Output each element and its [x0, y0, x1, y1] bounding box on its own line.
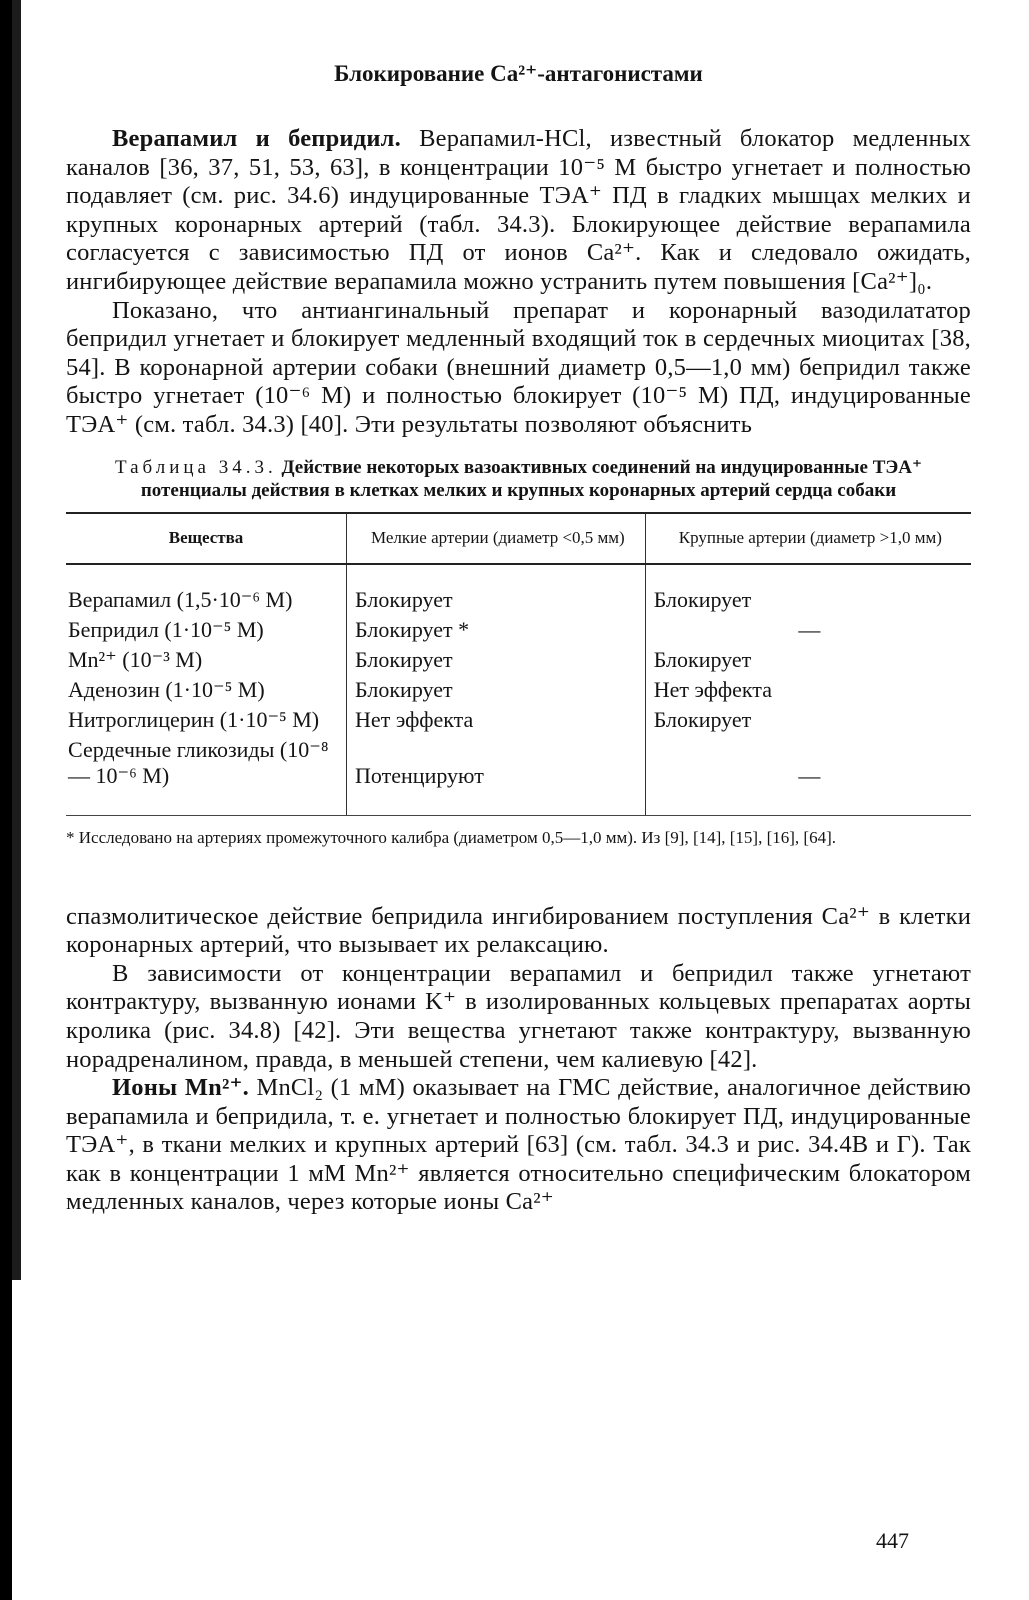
cell-substance: Аденозин (1·10⁻⁵ M)	[68, 676, 265, 702]
paragraph-continuation	[66, 903, 971, 960]
cell-small: Блокирует	[347, 645, 646, 675]
paragraph-verapamil	[66, 125, 971, 297]
cell-small: Блокирует *	[347, 615, 646, 645]
table-row	[66, 585, 971, 615]
table-row	[66, 675, 971, 705]
binding-edge-shadow	[0, 0, 12, 1600]
cell-large: Блокирует	[645, 705, 971, 735]
cell-substance: Нитроглицерин (1·10⁻⁵ M)	[68, 706, 320, 732]
paragraph-text: В зависимости от концентрации верапамил и бепридил также угнетают контрактуру, вызванную ионами K⁺ в изолированных кольцевых препаратах аорты кролика (рис. 34.8) [42]. Эти вещества угнетают также контрактуру, вызванную норадреналином, правда, в меньшей степени, чем калиевую [42].	[66, 959, 971, 1073]
cell-large: Блокирует	[645, 585, 971, 615]
page-content	[66, 60, 971, 1217]
data-table	[66, 512, 971, 816]
table-row	[66, 705, 971, 735]
paragraph-text: Показано, что антиангинальный препарат и коронарный вазодилататор бепридил угнетает и блокирует медленный входящий ток в сердечных миоцитах [38, 54]. В коронарной артерии собаки (внешний диаметр 0,5—1,0 мм) бепридил также быстро угнетает (10⁻⁶ M) и полностью блокирует (10⁻⁵ M) ПД, индуцированные ТЭА⁺ (см. табл. 34.3) [40]. Эти результаты позволяют объяснить	[66, 296, 971, 438]
cell-substance: Верапамил (1,5·10⁻⁶ M)	[68, 586, 293, 612]
paragraph-lead: Ионы Mn²⁺.	[112, 1074, 249, 1102]
cell-large: —	[645, 735, 971, 816]
header-small-arteries: Мелкие артерии (диаметр <0,5 мм)	[347, 513, 646, 564]
header-substances: Вещества	[66, 513, 347, 564]
table-row	[66, 735, 971, 816]
table-title: Действие некоторых вазоактивных соединений на индуцированные ТЭА⁺ потенциалы действия в клетках мелких и крупных коронарных артерий сердца собаки	[140, 456, 923, 501]
paragraph-text: MnCl₂ (1 мМ) оказывает на ГМС действие, аналогичное действию верапамила и бепридила, т. е. угнетает и полностью блокирует ПД, индуцированные ТЭА⁺, в ткани мелких и крупных артерий [63] (см. табл. 34.3 и рис. 34.4В и Г). Так как в концентрации 1 мМ Mn²⁺ является относительно специфическим блокатором медленных каналов, через которые ионы Ca²⁺	[66, 1074, 971, 1216]
paragraph-text: спазмолитическое действие бепридила ингибированием поступления Ca²⁺ в клетки коронарных артерий, что вызывает их релаксацию.	[66, 902, 971, 959]
cell-small: Блокирует	[347, 585, 646, 615]
paragraph-manganese	[66, 1074, 971, 1217]
cell-large: —	[645, 615, 971, 645]
table-row	[66, 645, 971, 675]
cell-large: Нет эффекта	[645, 675, 971, 705]
paragraph-bepridil	[66, 297, 971, 440]
table-footnote: * Исследовано на артериях промежуточного калибра (диаметром 0,5—1,0 мм). Из [9], [14], [15], [16], [64].	[66, 827, 836, 847]
table-spacer	[66, 564, 971, 585]
table-header-row	[66, 513, 971, 564]
cell-substance: Сердечные гликозиды (10⁻⁸ — 10⁻⁶ M)	[66, 735, 347, 816]
page-number: 447	[876, 1528, 909, 1553]
cell-substance: Mn²⁺ (10⁻³ M)	[68, 646, 203, 672]
paragraph-lead: Верапамил и бепридил.	[112, 125, 401, 152]
paragraph-contracture	[66, 960, 971, 1074]
cell-small: Потенцируют	[347, 735, 646, 816]
table-caption	[66, 456, 971, 502]
cell-large: Блокирует	[645, 645, 971, 675]
paragraph-text: Верапамил-HCl, известный блокатор медленных каналов [36, 37, 51, 53, 63], в концентрации 10⁻⁵ M быстро угнетает и полностью подавляет (см. рис. 34.6) индуцированные ТЭА⁺ ПД в гладких мышцах мелких и крупных коронарных артерий (табл. 34.3). Блокирующее действие верапамила согласуется с зависимостью ПД от ионов Ca²⁺. Как и следовало ожидать, ингибирующее действие верапамила можно устранить путем повышения [Ca²⁺]₀.	[66, 125, 971, 295]
binding-edge-shadow-inner	[12, 0, 21, 1280]
cell-substance: Бепридил (1·10⁻⁵ M)	[68, 616, 264, 642]
cell-small: Нет эффекта	[347, 705, 646, 735]
cell-small: Блокирует	[347, 675, 646, 705]
table-label: Таблица 34.3.	[114, 456, 277, 478]
table-row	[66, 615, 971, 645]
header-large-arteries: Крупные артерии (диаметр >1,0 мм)	[645, 513, 971, 564]
section-heading: Блокирование Ca²⁺-антагонистами	[334, 61, 703, 86]
